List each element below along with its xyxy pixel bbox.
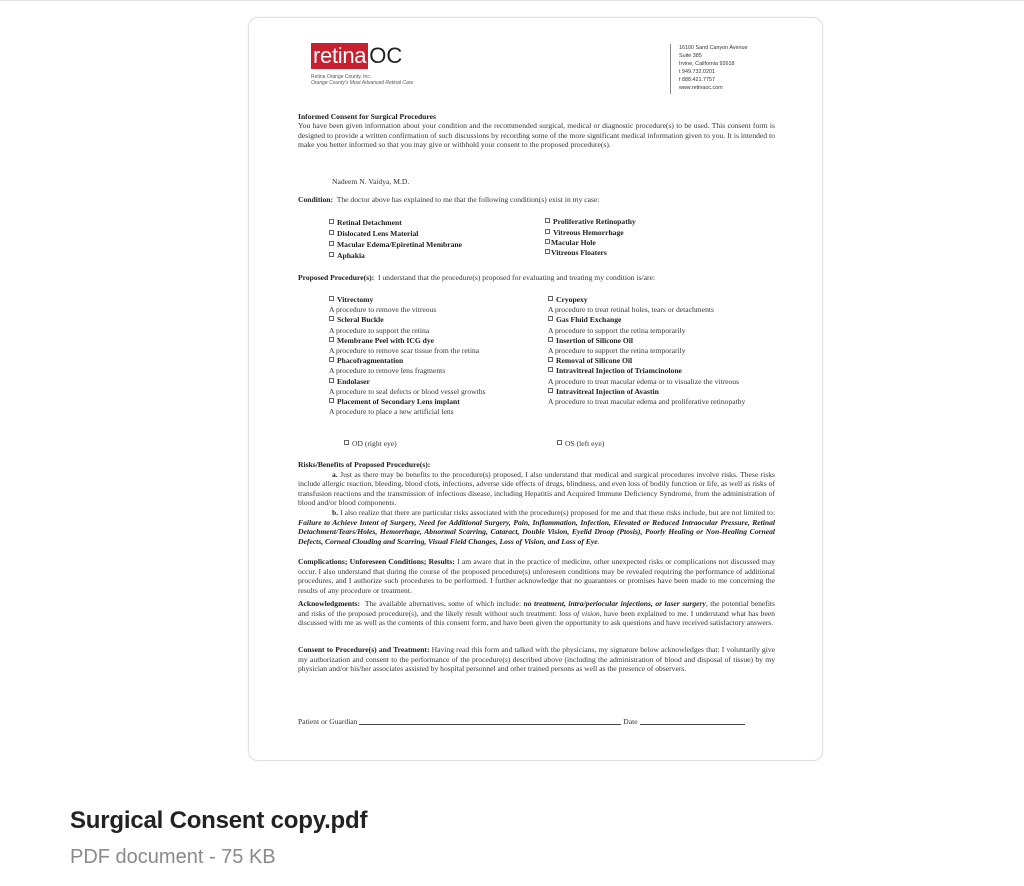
condition-option[interactable]: Dislocated Lens Material [329,228,539,239]
checkbox-icon[interactable] [545,249,550,254]
checkbox-icon[interactable] [545,229,550,234]
procedure-desc: A procedure to remove scar tissue from the retina [329,346,480,356]
website: www.retinaoc.com [679,85,723,92]
condition-option[interactable]: Aphakia [329,250,539,261]
condition-list-right [545,217,755,258]
file-name: Surgical Consent copy.pdf [70,807,368,834]
patient-signature-label: Patient or Guardian [298,717,358,726]
patient-signature-line[interactable] [359,724,621,725]
checkbox-icon[interactable] [329,337,334,342]
procedure-option[interactable]: Placement of Secondary Lens implant [329,397,544,407]
eye-option-os[interactable]: OS (left eye) [557,439,604,448]
procedure-list-left [329,295,544,417]
consent-label: Consent to Procedure(s) and Treatment: [298,645,430,654]
checkbox-icon[interactable] [329,296,334,301]
checkbox-icon[interactable] [548,388,553,393]
checkbox-icon[interactable] [548,337,553,342]
procedure-list-right [548,295,763,407]
address-line: Irvine, California 92618 [679,61,735,68]
condition-list-left [329,217,539,261]
condition-text: The doctor above has explained to me that the following condition(s) exist in my case: [336,195,600,204]
condition-option[interactable]: Retinal Detachment [329,217,539,228]
procedure-option[interactable]: Intravitreal Injection of Triamcinolone [548,366,763,376]
retinaoc-logo [311,43,413,86]
consent-text: Having read this form and talked with the physicians, my signature below acknowledges that: I voluntarily give my authorization and consent to the performance of the procedure(s) described above (including the administration of blood and disposal of tissue) by my physician and/or his/her associates assisted by hospital personnel and other trained persons as well as the presence of observers. [298,645,775,674]
risks-title: Risks/Benefits of Proposed Procedure(s): [298,460,431,469]
eye-option-od[interactable]: OD (right eye) [344,439,397,448]
checkbox-icon[interactable] [329,378,334,383]
file-meta: PDF document - 75 KB [70,846,276,868]
checkbox-icon[interactable] [548,296,553,301]
checkbox-icon[interactable] [329,241,334,246]
checkbox-icon[interactable] [548,357,553,362]
risks-a-text: Just as there may be benefits to the procedure(s) proposed, I also understand that medical and surgical procedures involve risks. These risks include allergic reaction, bleeding, blood clots, infections, adverse side effects of drugs, blindness, and even loss of bodily function or life, as well as risks of transfusion reactions and the transmission of infectious disease, including Hepatitis and Acquired Immune Deficiency Syndrome, from the administration of blood and/or blood components. [298,469,776,508]
logo-oc: OC [369,43,403,68]
company-tagline: Orange County's Most Advanced Retinal Care [311,80,414,86]
logo-subtitle [311,74,413,86]
procedure-option[interactable]: Phacofragmentation [329,356,544,366]
checkbox-icon[interactable] [557,440,562,445]
address-line: Suite 385 [679,53,702,60]
procedure-option[interactable]: Removal of Silicone Oil [548,356,763,366]
condition-option[interactable]: Vitreous Floaters [545,248,755,258]
procedure-option[interactable]: Endolaser [329,377,544,387]
procedure-desc: A procedure to remove lens fragments [329,366,446,376]
checkbox-icon[interactable] [344,440,349,445]
phone: t 949.732.0201 [679,69,715,76]
procedures-section [298,273,775,282]
condition-option[interactable]: Proliferative Retinopathy [545,217,755,227]
company-name: Retina Orange County, Inc. [311,74,372,80]
risks-list: Failure to Achieve Intent of Surgery, Need for Additional Surgery, Pain, Inflammation, Infection, Elevated or Reduced Intraocular Pressure, Retinal Detachment/Tears/Holes, Hemorrhage, Abnormal Scarring, Cataract, Double Vision, Eyelid Droop (Ptosis), Poorly Healing or Non-Healing Corneal Defects, Corneal Clouding and Scarring, Visual Field Changes, Loss of Vision, and Loss of Eye [298,517,775,546]
procedures-text: I understand that the procedure(s) proposed for evaluating and treating my condition is/are: [377,273,656,282]
procedure-desc: A procedure to remove the vitreous [329,305,437,315]
intro-text: You have been given information about your condition and the recommended surgical, medical or diagnostic procedure(s) to be used. This consent form is designed to provide a written confirmation of such discussions by recording some of the more significant medical information given to you. It is intended to make you better informed so that you may give or withhold your consent to the proposed procedure(s). [298,121,775,150]
condition-section [298,195,775,204]
procedure-option[interactable]: Membrane Peel with ICG dye [329,336,544,346]
complications-text: I am aware that in the practice of medicine, other unexpected risks or complications not discussed may occur. I also understand that during the course of the proposed procedure(s) unforeseen conditions may be revealed requiring the performance of additional procedures, and I authorize such procedures to be performed. I further acknowledge that no guarantees or promises have been made to me concerning the results of any procedure or treatment. [298,557,776,595]
checkbox-icon[interactable] [329,252,334,257]
acknowledgments-section: Acknowledgments: The available alternatives, some of which include: no treatment, intra/periocular injections, or laser surgery, the potential benefits and risks of the proposed procedure(s), and the likely result without such treatment: loss of vision, have been explained to me. I understand what has been discussed with me as well as the contents of this consent form, and have been given the opportunity to ask questions and have received satisfactory answers. [298,599,775,628]
checkbox-icon[interactable] [329,357,334,362]
risks-section: Risks/Benefits of Proposed Procedure(s): a. Just as there may be benefits to the procedure(s) proposed, I also understand that medical and surgical procedures involve risks. These risks include allergic reaction, bleeding, blood clots, infections, adverse side effects of drugs, blindness, and even loss of bodily function or life, as well as risks of transfusion reactions and the transmission of infectious disease, including Hepatitis and Acquired Immune Deficiency Syndrome, from the administration of blood and/or blood components. b. I also realize that there are particular risks associated with the procedure(s) proposed for me and that these risks include, but are not limited to: Failure to Achieve Intent of Surgery, Need for Additional Surgery, Pain, Inflammation, Infection, Elevated or Reduced Intraocular Pressure, Retinal Detachment/Tears/Holes, Hemorrhage, Abnormal Scarring, Cataract, Double Vision, Eyelid Droop (Ptosis), Poorly Healing or Non-Healing Corneal Defects, Corneal Clouding and Scarring, Visual Field Changes, Loss of Vision, and Loss of Eye. [298,460,776,546]
procedure-option[interactable]: Cryopexy [548,295,763,305]
checkbox-icon[interactable] [329,398,334,403]
date-label: Date [623,717,638,726]
address-line: 16100 Sand Canyon Avenue [679,45,748,51]
procedure-option[interactable]: Vitrectomy [329,295,544,305]
procedure-desc: A procedure to support the retina temporarily [548,346,686,356]
procedure-option[interactable]: Intravitreal Injection of Avastin [548,387,763,397]
top-divider [0,0,1024,1]
procedure-desc: A procedure to treat macular edema or to visualize the vitreous [548,376,740,386]
pdf-preview-page[interactable] [248,17,823,761]
checkbox-icon[interactable] [329,230,334,235]
address-block [670,44,748,94]
logo-retina: retina [313,43,367,68]
checkbox-icon[interactable] [545,239,550,244]
signature-row [298,717,775,726]
condition-option[interactable]: Vitreous Hemorrhage [545,228,755,238]
date-line[interactable] [640,724,745,725]
procedure-option[interactable]: Insertion of Silicone Oil [548,336,763,346]
document-title: Informed Consent for Surgical Procedures [298,112,436,121]
procedure-desc: A procedure to place a new artificial lens [329,407,454,417]
procedure-option[interactable]: Gas Fluid Exchange [548,315,763,325]
risks-b-text: I also realize that there are particular risks associated with the procedure(s) proposed for me and that these risks include, but are not limited to: [340,507,775,517]
checkbox-icon[interactable] [329,316,334,321]
procedure-desc: A procedure to treat macular edema and proliferative retinopathy [548,397,746,407]
checkbox-icon[interactable] [548,316,553,321]
complications-section [298,557,775,595]
checkbox-icon[interactable] [545,218,550,223]
condition-label: Condition: [298,195,334,204]
procedure-desc: A procedure to support the retina temporarily [548,325,686,335]
fax: f 888.421.7757 [679,77,715,84]
procedure-desc: A procedure to treat retinal holes, tears or detachments [548,305,714,315]
consent-section [298,645,775,674]
complications-label: Complications; Unforeseen Conditions; Results: [298,557,455,566]
doctor-name: Nadeem N. Vaidya, M.D. [332,177,410,186]
condition-option[interactable]: Macular Edema/Epiretinal Membrane [329,239,539,250]
checkbox-icon[interactable] [548,367,553,372]
procedures-label: Proposed Procedure(s): [298,273,375,282]
condition-option[interactable]: Macular Hole [545,238,755,248]
checkbox-icon[interactable] [329,219,334,224]
procedure-option[interactable]: Scleral Buckle [329,315,544,325]
acknowledgments-label: Acknowledgments: [298,599,361,608]
procedure-desc: A procedure to support the retina [329,325,430,335]
procedure-desc: A procedure to seal defects or blood vessel growths [329,386,486,396]
intro-section [298,112,775,150]
